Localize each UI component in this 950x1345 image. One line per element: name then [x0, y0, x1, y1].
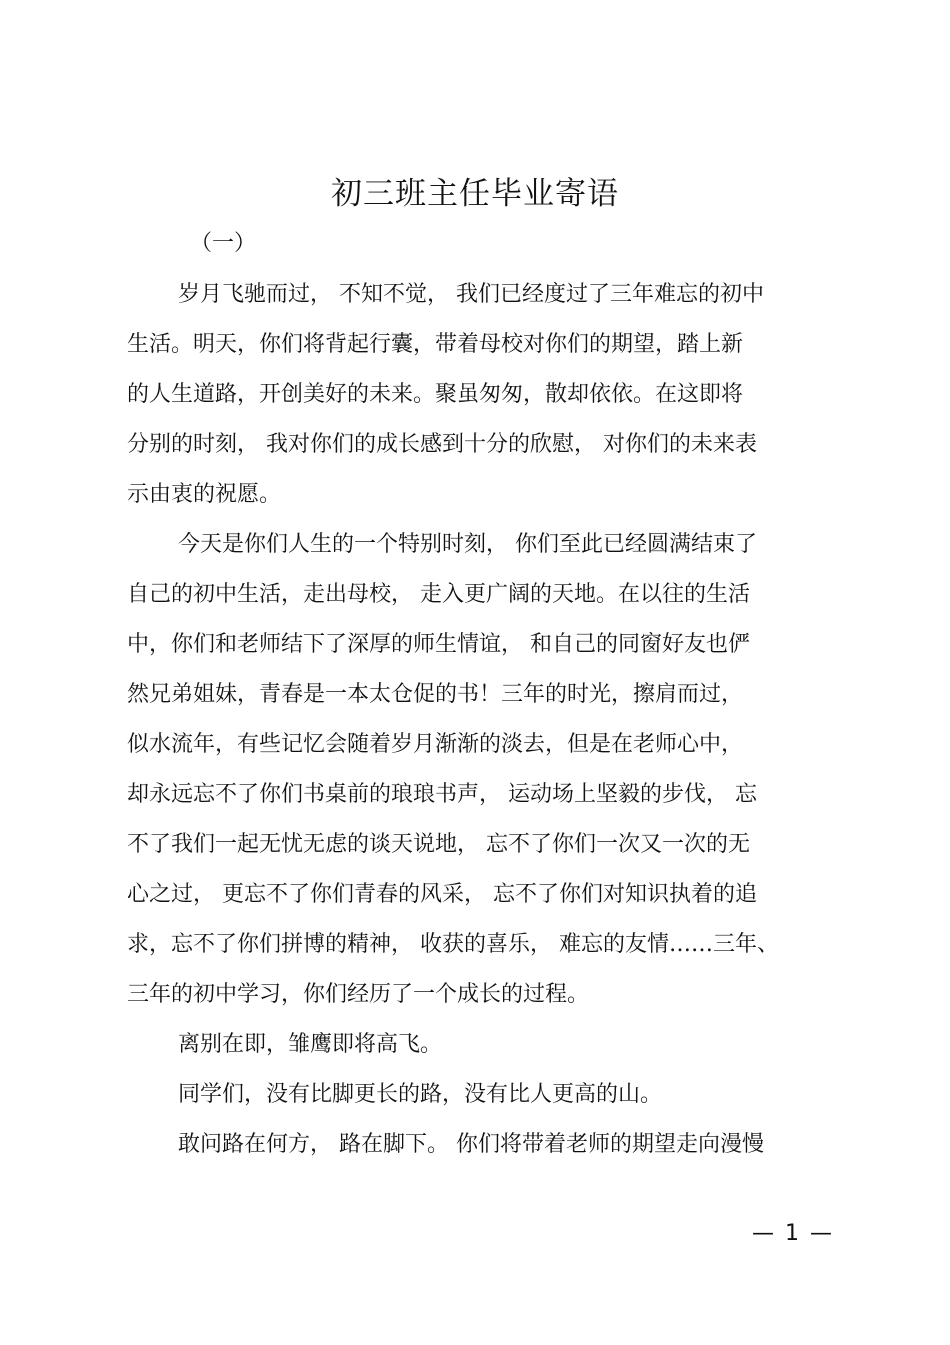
text-line-15: 三年的初中学习，你们经历了一个成长的过程。: [127, 982, 590, 1007]
text-line-3: 的人生道路，开创美好的未来。聚虽匆匆，散却依依。在这即将: [127, 382, 744, 407]
text-line-7: 自己的初中生活，走出母校， 走入更广阔的天地。在以往的生活: [127, 582, 750, 607]
text-line-11: 却永远忘不了你们书桌前的琅琅书声， 运动场上坚毅的步伐， 忘: [127, 782, 757, 807]
text-line-4: 分别的时刻， 我对你们的成长感到十分的欣慰， 对你们的未来表: [127, 432, 757, 457]
document-title: 初三班主任毕业寄语: [331, 176, 619, 212]
text-line-9: 然兄弟姐妹，青春是一本太仓促的书！三年的时光，擦肩而过，: [127, 682, 744, 707]
text-line-13: 心之过， 更忘不了你们青春的风采， 忘不了你们对知识执着的追: [127, 882, 757, 907]
text-line-17: 同学们，没有比脚更长的路，没有比人更高的山。: [178, 1082, 663, 1107]
text-line-14: 求，忘不了你们拼博的精神， 收获的喜乐， 难忘的友情……三年、: [127, 932, 779, 957]
text-line-10: 似水流年，有些记忆会随着岁月渐渐的淡去，但是在老师心中，: [127, 732, 744, 757]
text-line-18: 敢问路在何方， 路在脚下。 你们将带着老师的期望走向漫慢: [178, 1132, 764, 1157]
section-heading: （一）: [190, 231, 257, 256]
text-line-8: 中，你们和老师结下了深厚的师生情谊， 和自己的同窗好友也俨: [127, 632, 750, 657]
text-line-1: 岁月飞驰而过， 不知不觉， 我们已经度过了三年难忘的初中: [178, 282, 764, 307]
text-line-5: 示由衷的祝愿。: [127, 482, 282, 507]
page-number: — 1 —: [752, 1221, 834, 1246]
text-line-6: 今天是你们人生的一个特别时刻， 你们至此已经圆满结束了: [178, 532, 757, 557]
text-line-12: 不了我们一起无忧无虑的谈天说地， 忘不了你们一次又一次的无: [127, 832, 750, 857]
text-line-2: 生活。明天，你们将背起行囊，带着母校对你们的期望，踏上新: [127, 332, 744, 357]
text-line-16: 离别在即，雏鹰即将高飞。: [178, 1032, 443, 1057]
